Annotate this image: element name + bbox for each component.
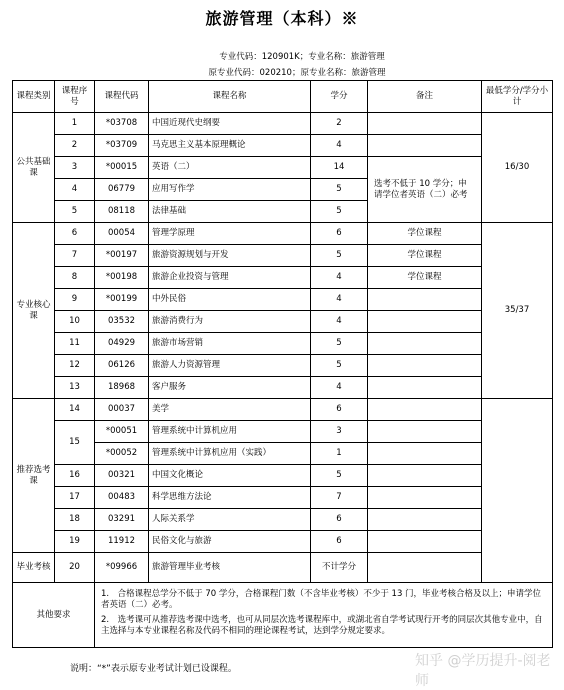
row-code: 00483 (95, 487, 149, 509)
row-credit: 5 (311, 355, 368, 377)
row-seq: 8 (55, 267, 95, 289)
table-row (13, 135, 553, 157)
row-credit: 5 (311, 333, 368, 355)
row-seq: 4 (55, 179, 95, 201)
group-recommended: 推荐选考课 (13, 399, 55, 553)
row-remark (368, 421, 482, 443)
row-name: 科学思维方法论 (149, 487, 311, 509)
row-seq: 17 (55, 487, 95, 509)
row-code: *00015 (95, 157, 149, 179)
row-seq: 7 (55, 245, 95, 267)
row-name: 中国文化概论 (149, 465, 311, 487)
other-req-item-2: 2. 选考课可从推荐选考课中选考，也可从同层次选考课程库中，或湖北省自学考试现行开考的同层次其他专业中，自主选择与本专业课程名称及代码不相同的理论课程考试，达到学分规定要求。 (101, 615, 543, 636)
row-code: 11912 (95, 531, 149, 553)
row-credit: 4 (311, 267, 368, 289)
table-row (13, 113, 553, 135)
row-code: *00051 (95, 421, 149, 443)
row-name: 旅游管理毕业考核 (149, 553, 311, 583)
row-remark (368, 311, 482, 333)
row-credit: 5 (311, 201, 368, 223)
row-code: 06779 (95, 179, 149, 201)
other-req-item-1: 1. 合格课程总学分不低于 70 学分，合格课程门数（不含毕业考核）不少于 13 门，毕业考核合格及以上；申请学位者英语（二）必考。 (101, 589, 542, 610)
row-seq: 16 (55, 465, 95, 487)
row-code: 03532 (95, 311, 149, 333)
row-credit: 5 (311, 465, 368, 487)
row-code: *00198 (95, 267, 149, 289)
row-credit: 14 (311, 157, 368, 179)
header-seq: 课程序号 (55, 81, 95, 113)
row-remark (368, 113, 482, 135)
row-seq: 5 (55, 201, 95, 223)
row-remark (368, 289, 482, 311)
other-req-content (95, 583, 553, 648)
table-row (13, 311, 553, 333)
header-name: 课程名称 (149, 81, 311, 113)
row-seq: 13 (55, 377, 95, 399)
header-min-credit: 最低学分/学分小计 (482, 81, 553, 113)
row-name: 管理系统中计算机应用 (149, 421, 311, 443)
header-code: 课程代码 (95, 81, 149, 113)
row-code: *00197 (95, 245, 149, 267)
group-public: 公共基础课 (13, 113, 55, 223)
table-row (13, 289, 553, 311)
row-remark (368, 355, 482, 377)
row-credit: 4 (311, 135, 368, 157)
header-credit: 学分 (311, 81, 368, 113)
row-code: *09966 (95, 553, 149, 583)
row-remark: 学位课程 (368, 267, 482, 289)
row-seq: 6 (55, 223, 95, 245)
row-remark (368, 443, 482, 465)
row-credit: 1 (311, 443, 368, 465)
row-credit: 不计学分 (311, 553, 368, 583)
group-core: 专业核心课 (13, 223, 55, 399)
row-name: 马克思主义基本原理概论 (149, 135, 311, 157)
row-seq: 19 (55, 531, 95, 553)
row-code: 00321 (95, 465, 149, 487)
row-remark (368, 553, 482, 583)
row-name: 美学 (149, 399, 311, 421)
row-remark (368, 465, 482, 487)
row-seq: 2 (55, 135, 95, 157)
row-seq: 1 (55, 113, 95, 135)
table-row (13, 487, 553, 509)
row-seq: 9 (55, 289, 95, 311)
table-row (13, 465, 553, 487)
table-row (13, 553, 553, 583)
row-name: 客户服务 (149, 377, 311, 399)
row-credit: 4 (311, 311, 368, 333)
row-remark (368, 399, 482, 421)
row-seq: 18 (55, 509, 95, 531)
row-credit: 4 (311, 377, 368, 399)
row-credit: 6 (311, 509, 368, 531)
row-name: 法律基础 (149, 201, 311, 223)
row-name: 中外民俗 (149, 289, 311, 311)
row-credit: 6 (311, 531, 368, 553)
row-remark (368, 377, 482, 399)
footnote: 说明：“*”表示原专业考试计划已设课程。 (70, 664, 237, 674)
row-remark: 学位课程 (368, 245, 482, 267)
row-credit: 5 (311, 179, 368, 201)
row-credit: 7 (311, 487, 368, 509)
row-code: *03709 (95, 135, 149, 157)
table-row (13, 355, 553, 377)
header-category: 课程类别 (13, 81, 55, 113)
row-name: 旅游市场营销 (149, 333, 311, 355)
core-min-credit: 35/37 (482, 223, 553, 399)
page-title: 旅游管理（本科）※ (205, 9, 359, 28)
row-name: 民俗文化与旅游 (149, 531, 311, 553)
table-row (13, 223, 553, 245)
row-code: 18968 (95, 377, 149, 399)
row-code: 00037 (95, 399, 149, 421)
row-credit: 3 (311, 421, 368, 443)
row-seq: 10 (55, 311, 95, 333)
major-code-line: 专业代码：120901K；专业名称：旅游管理 (219, 52, 385, 62)
row-name: 中国近现代史纲要 (149, 113, 311, 135)
row-code: 06126 (95, 355, 149, 377)
row-code: 00054 (95, 223, 149, 245)
table-row (13, 531, 553, 553)
table-row (13, 421, 553, 443)
course-table (12, 80, 553, 648)
table-row (13, 157, 553, 179)
row-credit: 6 (311, 223, 368, 245)
original-major-code-line: 原专业代码：020210；原专业名称：旅游管理 (208, 68, 386, 78)
row-seq: 3 (55, 157, 95, 179)
row-name: 旅游资源规划与开发 (149, 245, 311, 267)
row-credit: 4 (311, 289, 368, 311)
row-credit: 2 (311, 113, 368, 135)
row-seq: 15 (55, 421, 95, 465)
row-remark (368, 333, 482, 355)
row-remark: 学位课程 (368, 223, 482, 245)
other-req-label: 其他要求 (13, 583, 95, 648)
row-seq: 20 (55, 553, 95, 583)
row-code: *00199 (95, 289, 149, 311)
row-remark (368, 509, 482, 531)
watermark: 知乎 @学历提升-阅老师 (415, 653, 551, 689)
table-header-row (13, 81, 553, 113)
row-credit: 6 (311, 399, 368, 421)
row-code: 03291 (95, 509, 149, 531)
row-name: 管理学原理 (149, 223, 311, 245)
row-remark (368, 135, 482, 157)
table-row (13, 399, 553, 421)
row-code: *03708 (95, 113, 149, 135)
row-code: *00052 (95, 443, 149, 465)
row-code: 04929 (95, 333, 149, 355)
row-seq: 14 (55, 399, 95, 421)
public-min-credit: 16/30 (482, 113, 553, 223)
table-row (13, 377, 553, 399)
table-row (13, 333, 553, 355)
table-row (13, 245, 553, 267)
row-seq: 11 (55, 333, 95, 355)
row-name: 应用写作学 (149, 179, 311, 201)
public-note: 选考不低于 10 学分；申请学位者英语（二）必考 (368, 157, 482, 223)
row-remark (368, 487, 482, 509)
row-name: 旅游消费行为 (149, 311, 311, 333)
other-requirements-row (13, 583, 553, 648)
row-name: 旅游人力资源管理 (149, 355, 311, 377)
table-row (13, 509, 553, 531)
row-name: 旅游企业投资与管理 (149, 267, 311, 289)
row-remark (368, 531, 482, 553)
row-credit: 5 (311, 245, 368, 267)
row-name: 人际关系学 (149, 509, 311, 531)
row-name: 管理系统中计算机应用（实践） (149, 443, 311, 465)
row-seq: 12 (55, 355, 95, 377)
row-name: 英语（二） (149, 157, 311, 179)
row-code: 08118 (95, 201, 149, 223)
group-graduation: 毕业考核 (13, 553, 55, 583)
recommended-min-credit (482, 399, 553, 583)
table-row (13, 267, 553, 289)
header-remark: 备注 (368, 81, 482, 113)
